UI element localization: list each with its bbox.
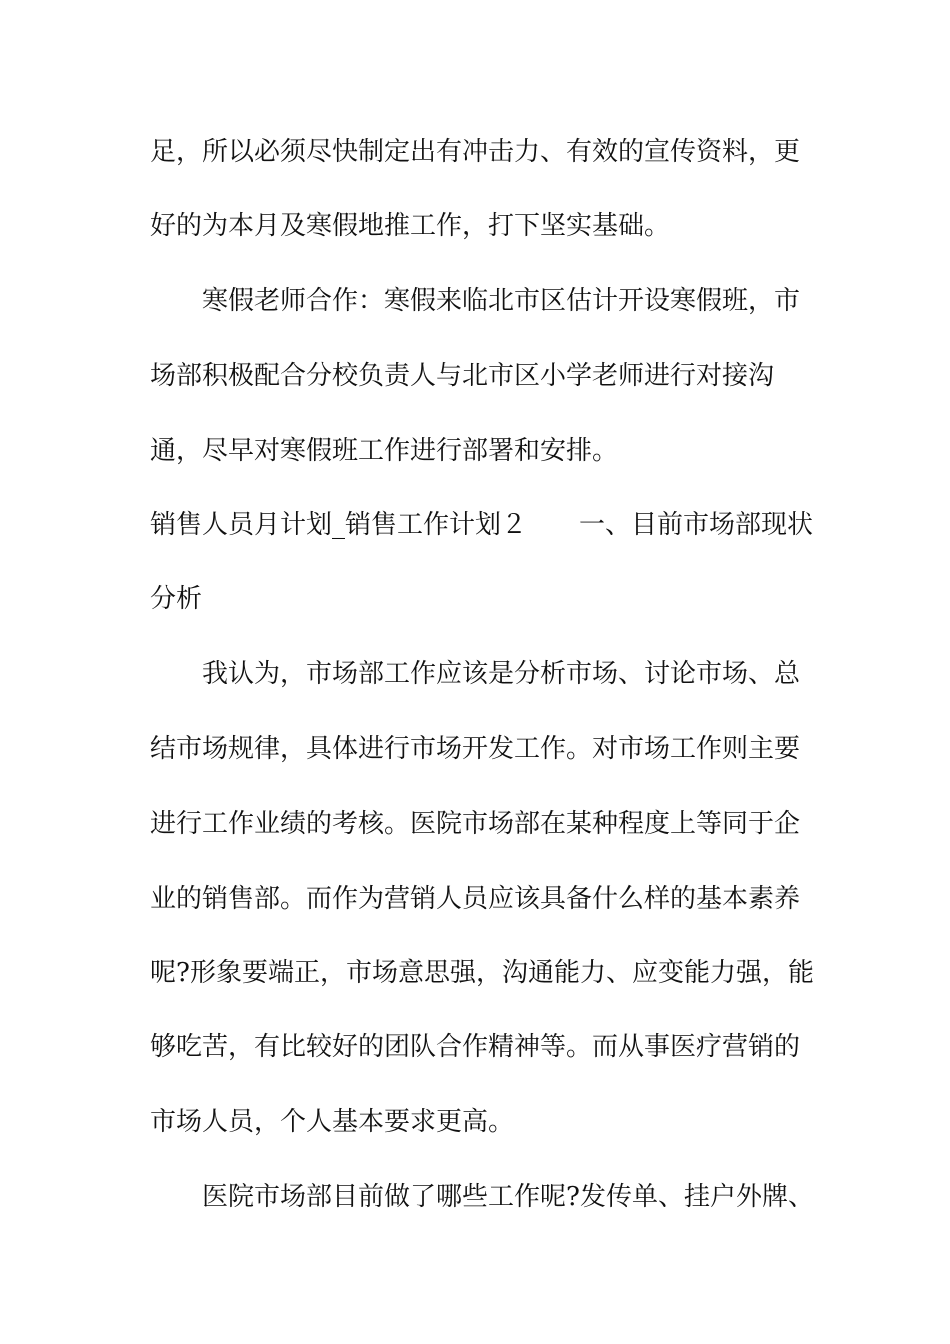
text-line: 足，所以必须尽快制定出有冲击力、有效的宣传资料，更 (150, 137, 801, 167)
paragraph-first-line: 我认为，市场部工作应该是分析市场、讨论市场、总 (202, 659, 801, 689)
text-line: 呢?形象要端正，市场意思强，沟通能力、应变能力强，能 (150, 958, 814, 988)
section-heading-continued: 分析 (150, 584, 203, 614)
text-line: 好的为本月及寒假地推工作，打下坚实基础。 (150, 211, 671, 241)
text-line: 场部积极配合分校负责人与北市区小学老师进行对接沟 (150, 361, 775, 391)
paragraph-first-line: 医院市场部目前做了哪些工作呢?发传单、挂户外牌、 (202, 1182, 814, 1212)
text-line: 业的销售部。而作为营销人员应该具备什么样的基本素养 (150, 884, 801, 914)
paragraph-first-line: 寒假老师合作：寒假来临北市区估计开设寒假班，市 (202, 286, 801, 316)
text-line: 进行工作业绩的考核。医院市场部在某种程度上等同于企 (150, 809, 801, 839)
section-heading: 销售人员月计划_销售工作计划２ 一、目前市场部现状 (150, 510, 814, 540)
text-line: 市场人员，个人基本要求更高。 (150, 1107, 515, 1137)
text-line: 够吃苦，有比较好的团队合作精神等。而从事医疗营销的 (150, 1032, 801, 1062)
text-line: 结市场规律，具体进行市场开发工作。对市场工作则主要 (150, 734, 801, 764)
text-line: 通，尽早对寒假班工作进行部署和安排。 (150, 436, 619, 466)
